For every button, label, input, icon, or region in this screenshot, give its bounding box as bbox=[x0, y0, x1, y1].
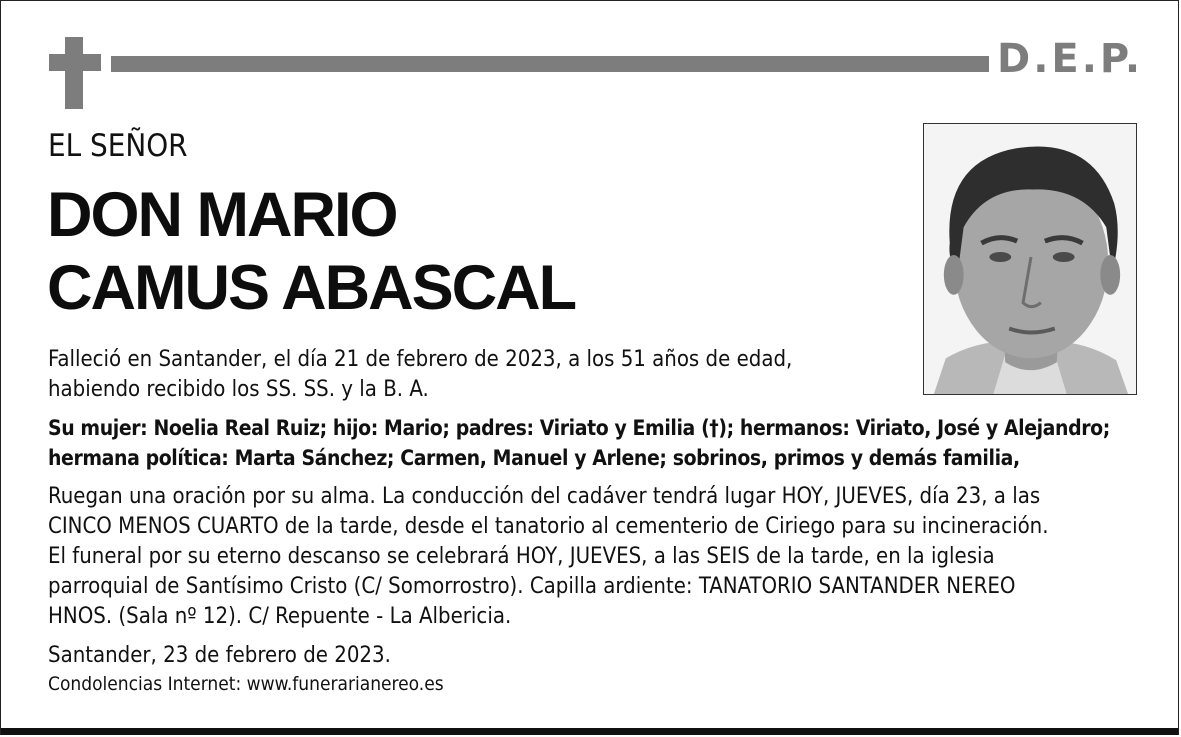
honorific: EL SEÑOR bbox=[48, 128, 188, 164]
header-rule bbox=[111, 56, 989, 72]
death-notice-text: Falleció en Santander, el día 21 de febrero de 2023, a los 51 años de edad, habiendo recibido los SS. SS. y la B. A. bbox=[48, 347, 793, 402]
deceased-name bbox=[47, 179, 575, 325]
name-line-2: CAMUS ABASCAL bbox=[47, 253, 576, 323]
family-text: Su mujer: Noelia Real Ruiz; hijo: Mario; padres: Viriato y Emilia (†); hermanos: Viriato, José y Alejandro; hermana política: Marta Sánchez; Carmen, Manuel y Arlene; sobrinos, primos y demás familia, bbox=[48, 416, 1110, 470]
place-date-text: Santander, 23 de febrero de 2023. bbox=[48, 643, 391, 668]
bottom-rule bbox=[1, 728, 1178, 735]
condolences-text: Condolencias Internet: www.funerarianereo.es bbox=[48, 673, 444, 695]
name-line-1: DON MARIO bbox=[47, 180, 397, 250]
cross-icon bbox=[49, 37, 101, 109]
arrangements-text: Ruegan una oración por su alma. La conducción del cadáver tendrá lugar HOY, JUEVES, día 23, a las CINCO MENOS CUARTO de la tarde, desde el tanatorio al cementerio de Ciriego para su incineración. El funeral por su eterno descanso se celebrará HOY, JUEVES, a las SEIS de la tarde, en la iglesia parroquial de Santísimo Cristo (C/ Somorrostro). Capilla ardiente: TANATORIO SANTANDER NEREO HNOS. (Sala nº 12). C/ Repuente - La Albericia. bbox=[48, 484, 1049, 629]
portrait-photo bbox=[923, 123, 1137, 395]
portrait-image bbox=[924, 124, 1136, 394]
dep-label: D.E.P. bbox=[997, 36, 1144, 82]
